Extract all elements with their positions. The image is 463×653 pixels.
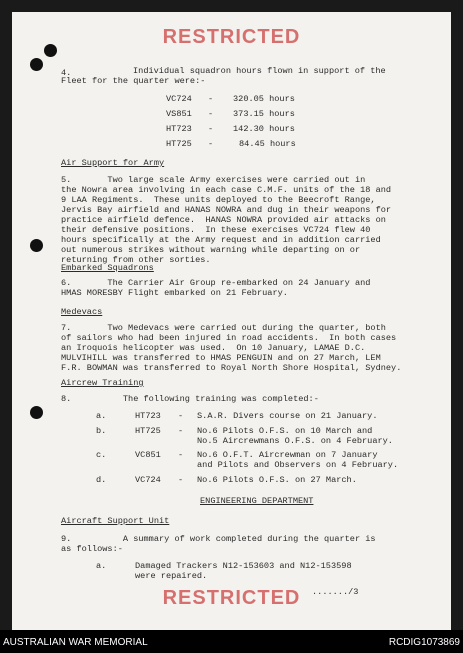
squadron-code: VS851 — [166, 109, 192, 119]
dash: - — [208, 109, 214, 119]
dash: - — [178, 411, 184, 421]
restricted-stamp-bottom: RESTRICTED — [162, 587, 301, 609]
squadron-code: HT725 — [166, 139, 192, 149]
document-page — [12, 12, 451, 630]
item-text: No.5 Aircrewmans O.F.S. on 4 February. — [197, 436, 393, 446]
section-heading: Embarked Squadrons — [61, 263, 154, 273]
punch-hole — [30, 58, 43, 71]
section-heading: Medevacs — [61, 307, 103, 317]
para-line: 7. Two Medevacs were carried out during the quarter, both — [61, 323, 386, 333]
para-line: returning from other sorties. — [61, 255, 211, 265]
item-text: Damaged Trackers N12-153603 and N12-153598 — [135, 561, 352, 571]
section-heading: Aircrew Training — [61, 378, 144, 388]
para-line: practice airfield defence. HANAS NOWRA provided air attacks on — [61, 215, 386, 225]
item-letter: a. — [96, 411, 107, 421]
squadron-code: HT723 — [166, 124, 192, 134]
department-heading: ENGINEERING DEPARTMENT — [200, 496, 314, 506]
para-line: F.R. BOWMAN was transferred to Royal North Shore Hospital, Sydney. — [61, 363, 402, 373]
para-line: of sailors who had been injured in road accidents. In both cases — [61, 333, 397, 343]
dash: - — [208, 139, 214, 149]
restricted-stamp-top: RESTRICTED — [162, 26, 301, 48]
dash: - — [178, 450, 184, 460]
para-line: an Iroquois helicopter was used. On 10 January, LAMAE D.C. — [61, 343, 366, 353]
squadron-code: HT723 — [135, 411, 161, 421]
squadron-code: VC724 — [135, 475, 161, 485]
squadron-code: VC724 — [166, 94, 192, 104]
para-line: 9 LAA Regiments. These units deployed to the Beecroft Range, — [61, 195, 376, 205]
item-letter: c. — [96, 450, 107, 460]
section-heading: Air Support for Army — [61, 158, 165, 168]
squadron-code: HT725 — [135, 426, 161, 436]
para-line: out numerous strikes without warning while departing on or — [61, 245, 361, 255]
para-line: the Nowra area involving in each case C.M.F. units of the 18 and — [61, 185, 392, 195]
section-heading: Aircraft Support Unit — [61, 516, 170, 526]
para-line: 6. The Carrier Air Group re-embarked on 24 January and — [61, 278, 371, 288]
punch-hole — [44, 44, 57, 57]
para-line: as follows:- — [61, 544, 123, 554]
item-text: No.6 O.F.T. Aircrewman on 7 January — [197, 450, 378, 460]
hours-value: 84.45 hours — [239, 139, 296, 149]
item-letter: b. — [96, 426, 107, 436]
para-line: 9. A summary of work completed during the quarter is — [61, 534, 376, 544]
dash: - — [208, 94, 214, 104]
para-number: 4. — [61, 68, 72, 78]
para-line: hours specifically at the Army request and in addition carried — [61, 235, 381, 245]
page-continuation: ......./3 — [312, 587, 359, 597]
record-id: RCDIG1073869 — [388, 637, 460, 648]
para-line: 5. Two large scale Army exercises were carried out in — [61, 175, 366, 185]
item-text: No.6 Pilots O.F.S. on 10 March and — [197, 426, 373, 436]
para-line: HMAS MORESBY Flight embarked on 21 February. — [61, 288, 288, 298]
item-text: No.6 Pilots O.F.S. on 27 March. — [197, 475, 357, 485]
item-text: and Pilots and Observers on 4 February. — [197, 460, 399, 470]
para-line: their defensive positions. In these exercises VC724 flew 40 — [61, 225, 371, 235]
dash: - — [178, 426, 184, 436]
dash: - — [208, 124, 214, 134]
archive-name: AUSTRALIAN WAR MEMORIAL — [3, 637, 148, 648]
hours-value: 320.05 hours — [233, 94, 295, 104]
hours-value: 142.30 hours — [233, 124, 295, 134]
para-line: 8. The following training was completed:- — [61, 394, 319, 404]
archive-footer — [0, 630, 463, 653]
punch-hole — [30, 406, 43, 419]
para-line: MULVIHILL was transferred to HMAS PENGUIN and on 27 March, LEM — [61, 353, 381, 363]
item-text: were repaired. — [135, 571, 208, 581]
item-text: S.A.R. Divers course on 21 January. — [197, 411, 378, 421]
para-line: Jervis Bay airfield and HANAS NOWRA and dug in their weapons for — [61, 205, 392, 215]
item-letter: a. — [96, 561, 107, 571]
para-text: Fleet for the quarter were:- — [61, 76, 206, 86]
dash: - — [178, 475, 184, 485]
item-letter: d. — [96, 475, 107, 485]
punch-hole — [30, 239, 43, 252]
para-text: Individual squadron hours flown in support of the — [133, 66, 386, 76]
hours-value: 373.15 hours — [233, 109, 295, 119]
squadron-code: VC851 — [135, 450, 161, 460]
